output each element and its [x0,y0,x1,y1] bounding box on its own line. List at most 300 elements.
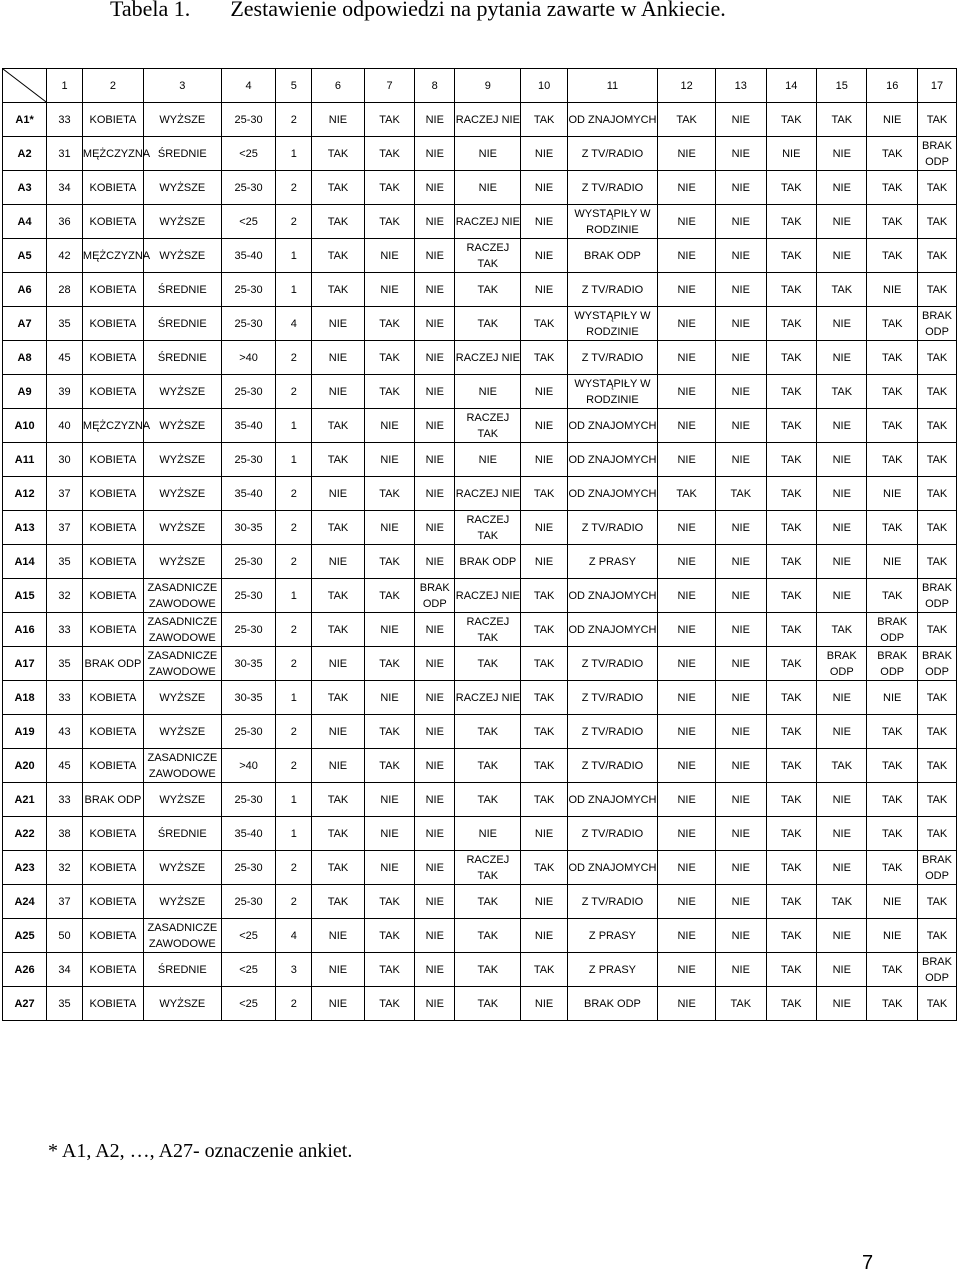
table-cell: NIE [658,409,716,443]
table-cell: KOBIETA [82,443,143,477]
table-cell: NIE [521,409,567,443]
table-row [3,205,957,239]
table-cell: BRAK ODP [455,545,521,579]
table-cell: BRAK ODP [917,307,956,341]
table-cell: NIE [716,137,766,171]
row-id: A23 [3,851,47,885]
table-cell: 33 [47,613,83,647]
table-cell: TAK [455,749,521,783]
table-cell: TAK [867,749,917,783]
table-cell: NIE [716,919,766,953]
table-cell: Z TV/RADIO [567,715,657,749]
table-cell: 1 [276,681,312,715]
table-cell: OD ZNAJOMYCH [567,443,657,477]
table-cell: TAK [364,307,414,341]
table-cell: 2 [276,205,312,239]
table-cell: NIE [364,239,414,273]
table-row [3,647,957,681]
table-cell: NIE [312,987,365,1021]
table-cell: WYŻSZE [143,511,221,545]
table-cell: TAK [917,885,956,919]
table-cell: NIE [716,749,766,783]
table-cell: TAK [917,749,956,783]
table-cell: NIE [658,443,716,477]
table-cell: NIE [658,579,716,613]
table-cell: NIE [817,171,867,205]
table-cell: 35-40 [221,239,276,273]
table-cell: WYŻSZE [143,171,221,205]
header-row [3,69,957,103]
table-cell: WYŻSZE [143,681,221,715]
footnote: * A1, A2, …, A27- oznaczenie ankiet. [48,1140,353,1162]
table-cell: 1 [276,273,312,307]
table-cell: NIE [658,681,716,715]
table-cell: Z TV/RADIO [567,341,657,375]
table-cell: TAK [766,919,816,953]
table-cell: TAK [364,103,414,137]
table-cell: NIE [658,205,716,239]
table-cell: NIE [415,919,455,953]
row-id: A24 [3,885,47,919]
table-cell: TAK [312,273,365,307]
table-cell: NIE [658,613,716,647]
table-cell: NIE [867,919,917,953]
table-cell: <25 [221,953,276,987]
table-cell: TAK [817,375,867,409]
table-cell: 25-30 [221,171,276,205]
row-id: A2 [3,137,47,171]
table-cell: RACZEJ NIE [455,681,521,715]
table-cell: NIE [716,715,766,749]
table-cell: 1 [276,239,312,273]
table-cell: TAK [766,375,816,409]
table-row [3,511,957,545]
table-cell: RACZEJ TAK [455,851,521,885]
table-cell: NIE [415,647,455,681]
table-cell: 1 [276,443,312,477]
table-cell: NIE [415,511,455,545]
table-cell: 1 [276,579,312,613]
table-cell: NIE [415,545,455,579]
table-cell: RACZEJ NIE [455,477,521,511]
table-cell: NIE [415,851,455,885]
table-cell: NIE [364,273,414,307]
table-cell: TAK [455,715,521,749]
table-cell: TAK [766,885,816,919]
table-cell: TAK [364,341,414,375]
table-row [3,681,957,715]
table-cell: 40 [47,409,83,443]
table-cell: TAK [658,477,716,511]
table-cell: 25-30 [221,715,276,749]
table-cell: ŚREDNIE [143,307,221,341]
column-header: 16 [867,69,917,103]
row-id: A17 [3,647,47,681]
table-cell: NIE [364,783,414,817]
table-cell: NIE [415,885,455,919]
table-cell: TAK [766,477,816,511]
table-cell: TAK [917,477,956,511]
table-cell: NIE [716,205,766,239]
table-cell: BRAK ODP [82,647,143,681]
table-row [3,749,957,783]
table-cell: NIE [658,851,716,885]
table-cell: TAK [521,681,567,715]
row-id: A5 [3,239,47,273]
table-cell: <25 [221,919,276,953]
table-cell: NIE [817,851,867,885]
table-cell: TAK [867,307,917,341]
table-cell: ZASADNICZE ZAWODOWE [143,919,221,953]
table-cell: NIE [364,511,414,545]
table-cell: NIE [415,783,455,817]
table-cell: TAK [364,987,414,1021]
table-cell: TAK [716,987,766,1021]
table-row [3,545,957,579]
table-cell: ZASADNICZE ZAWODOWE [143,579,221,613]
table-row [3,885,957,919]
table-row [3,307,957,341]
table-cell: NIE [415,817,455,851]
row-id: A1* [3,103,47,137]
table-cell: NIE [658,239,716,273]
table-cell: WYSTĄPIŁY W RODZINIE [567,375,657,409]
table-cell: NIE [521,987,567,1021]
table-cell: 35 [47,545,83,579]
table-cell: TAK [917,409,956,443]
table-cell: BRAK ODP [415,579,455,613]
table-cell: TAK [364,579,414,613]
table-cell: NIE [415,613,455,647]
row-id: A11 [3,443,47,477]
table-cell: Z PRASY [567,953,657,987]
table-cell: NIE [312,375,365,409]
table-cell: KOBIETA [82,681,143,715]
table-cell: NIE [364,817,414,851]
table-cell: NIE [817,783,867,817]
row-id: A27 [3,987,47,1021]
table-cell: OD ZNAJOMYCH [567,851,657,885]
table-cell: BRAK ODP [82,783,143,817]
table-cell: TAK [817,613,867,647]
table-body [3,103,957,1021]
table-cell: KOBIETA [82,613,143,647]
table-cell: NIE [521,239,567,273]
table-cell: NIE [312,103,365,137]
table-cell: 35-40 [221,409,276,443]
table-cell: 25-30 [221,613,276,647]
table-cell: 37 [47,885,83,919]
column-header: 13 [716,69,766,103]
table-cell: NIE [521,171,567,205]
table-cell: 43 [47,715,83,749]
table-cell: Z TV/RADIO [567,817,657,851]
table-cell: TAK [521,341,567,375]
survey-table [2,68,957,1021]
table-cell: <25 [221,137,276,171]
table-cell: OD ZNAJOMYCH [567,477,657,511]
table-cell: Z PRASY [567,545,657,579]
corner-cell [3,69,47,103]
table-cell: KOBIETA [82,885,143,919]
table-cell: KOBIETA [82,817,143,851]
table-cell: NIE [716,375,766,409]
table-cell: RACZEJ NIE [455,205,521,239]
table-cell: TAK [766,953,816,987]
column-header: 3 [143,69,221,103]
table-cell: Z TV/RADIO [567,137,657,171]
row-id: A9 [3,375,47,409]
table-cell: TAK [455,919,521,953]
table-cell: TAK [766,579,816,613]
row-id: A16 [3,613,47,647]
table-cell: 35-40 [221,817,276,851]
table-cell: TAK [867,817,917,851]
table-cell: TAK [917,375,956,409]
table-cell: TAK [312,171,365,205]
table-cell: 37 [47,511,83,545]
table-cell: NIE [312,715,365,749]
table-cell: 2 [276,477,312,511]
table-cell: TAK [917,239,956,273]
table-cell: Z PRASY [567,919,657,953]
table-cell: TAK [312,511,365,545]
row-id: A15 [3,579,47,613]
table-row [3,953,957,987]
table-cell: NIE [817,987,867,1021]
table-cell: NIE [867,273,917,307]
table-cell: KOBIETA [82,987,143,1021]
table-cell: WYŻSZE [143,477,221,511]
table-cell: NIE [817,953,867,987]
table-cell: NIE [521,443,567,477]
table-cell: OD ZNAJOMYCH [567,409,657,443]
table-cell: NIE [364,851,414,885]
table-cell: TAK [917,681,956,715]
table-cell: NIE [364,613,414,647]
table-cell: NIE [716,511,766,545]
table-cell: KOBIETA [82,307,143,341]
table-cell: TAK [867,953,917,987]
table-cell: NIE [658,817,716,851]
table-cell: TAK [867,205,917,239]
row-id: A13 [3,511,47,545]
table-cell: TAK [917,443,956,477]
table-cell: TAK [364,171,414,205]
table-cell: NIE [817,477,867,511]
table-cell: TAK [917,511,956,545]
table-cell: NIE [658,307,716,341]
table-cell: TAK [867,171,917,205]
table-cell: TAK [867,341,917,375]
table-cell: NIE [716,953,766,987]
table-cell: 1 [276,409,312,443]
table-cell: TAK [521,647,567,681]
table-cell: NIE [817,443,867,477]
table-cell: NIE [658,511,716,545]
column-header: 15 [817,69,867,103]
table-cell: 30-35 [221,511,276,545]
table-cell: TAK [364,647,414,681]
table-cell: TAK [364,205,414,239]
table-cell: 2 [276,171,312,205]
table-cell: TAK [766,681,816,715]
table-cell: NIE [658,137,716,171]
table-cell: BRAK ODP [867,613,917,647]
table-cell: NIE [415,137,455,171]
table-cell: 35 [47,307,83,341]
table-cell: 2 [276,545,312,579]
table-cell: NIE [312,545,365,579]
table-cell: TAK [917,613,956,647]
table-cell: TAK [766,817,816,851]
table-cell: TAK [817,273,867,307]
row-id: A8 [3,341,47,375]
table-cell: TAK [312,681,365,715]
table-cell: TAK [766,715,816,749]
table-cell: TAK [917,545,956,579]
table-cell: TAK [766,749,816,783]
table-row [3,817,957,851]
table-cell: NIE [658,919,716,953]
table-cell: 30 [47,443,83,477]
table-cell: NIE [415,715,455,749]
table-cell: Z TV/RADIO [567,885,657,919]
table-cell: TAK [817,103,867,137]
table-cell: NIE [521,137,567,171]
table-cell: TAK [364,477,414,511]
table-cell: NIE [716,885,766,919]
table-cell: BRAK ODP [917,953,956,987]
table-row [3,579,957,613]
table-cell: TAK [521,715,567,749]
table-cell: TAK [364,545,414,579]
table-cell: RACZEJ TAK [455,409,521,443]
table-cell: NIE [817,137,867,171]
table-cell: TAK [521,783,567,817]
row-id: A12 [3,477,47,511]
table-cell: TAK [917,817,956,851]
table-cell: KOBIETA [82,205,143,239]
table-cell: TAK [312,409,365,443]
table-cell: TAK [766,171,816,205]
column-header: 4 [221,69,276,103]
table-cell: NIE [658,647,716,681]
table-cell: 2 [276,375,312,409]
row-id: A3 [3,171,47,205]
table-cell: MĘŻCZYZNA [82,239,143,273]
table-cell: 25-30 [221,783,276,817]
table-cell: RACZEJ NIE [455,579,521,613]
caption-title: Zestawienie odpowiedzi na pytania zawarte w Ankiecie. [230,0,726,21]
table-cell: KOBIETA [82,715,143,749]
table-cell: NIE [455,443,521,477]
table-cell: 25-30 [221,307,276,341]
table-cell: NIE [415,443,455,477]
table-cell: TAK [867,783,917,817]
table-cell: KOBIETA [82,919,143,953]
table-cell: TAK [817,749,867,783]
table-cell: NIE [716,103,766,137]
table-cell: NIE [817,817,867,851]
table-cell: NIE [817,239,867,273]
table-cell: 1 [276,817,312,851]
table-cell: TAK [521,103,567,137]
table-cell: ŚREDNIE [143,953,221,987]
table-cell: NIE [766,137,816,171]
table-cell: TAK [364,885,414,919]
table-cell: TAK [364,715,414,749]
table-cell: KOBIETA [82,511,143,545]
table-cell: RACZEJ TAK [455,511,521,545]
table-cell: TAK [766,443,816,477]
table-cell: 34 [47,953,83,987]
table-cell: NIE [867,103,917,137]
table-row [3,919,957,953]
table-cell: 2 [276,341,312,375]
table-cell: 2 [276,987,312,1021]
table-cell: NIE [312,919,365,953]
table-cell: 25-30 [221,579,276,613]
table-cell: KOBIETA [82,171,143,205]
table-cell: ŚREDNIE [143,341,221,375]
table-cell: TAK [917,205,956,239]
table-cell: WYŻSZE [143,239,221,273]
table-cell: TAK [455,273,521,307]
table-cell: TAK [766,409,816,443]
table-caption [110,0,726,22]
table-cell: 45 [47,341,83,375]
table-cell: TAK [867,239,917,273]
column-header: 8 [415,69,455,103]
row-id: A19 [3,715,47,749]
table-row [3,783,957,817]
table-cell: MĘŻCZYZNA [82,137,143,171]
table-cell: 30-35 [221,681,276,715]
table-cell: Z TV/RADIO [567,681,657,715]
table-cell: 2 [276,715,312,749]
table-cell: KOBIETA [82,749,143,783]
table-cell: 33 [47,783,83,817]
table-cell: 35 [47,987,83,1021]
table-cell: NIE [867,681,917,715]
table-cell: 3 [276,953,312,987]
table-cell: TAK [917,341,956,375]
table-cell: 2 [276,851,312,885]
column-header: 12 [658,69,716,103]
table-cell: NIE [716,273,766,307]
table-cell: 2 [276,885,312,919]
row-id: A26 [3,953,47,987]
table-cell: 36 [47,205,83,239]
table-cell: TAK [867,851,917,885]
table-cell: TAK [521,579,567,613]
table-row [3,613,957,647]
table-cell: TAK [312,579,365,613]
table-cell: TAK [917,103,956,137]
table-cell: NIE [658,171,716,205]
table-cell: TAK [521,307,567,341]
table-cell: KOBIETA [82,953,143,987]
table-cell: ŚREDNIE [143,817,221,851]
column-header: 10 [521,69,567,103]
table-cell: NIE [312,477,365,511]
table-cell: NIE [817,205,867,239]
column-header: 17 [917,69,956,103]
table-cell: 35 [47,647,83,681]
table-cell: 33 [47,103,83,137]
table-row [3,477,957,511]
